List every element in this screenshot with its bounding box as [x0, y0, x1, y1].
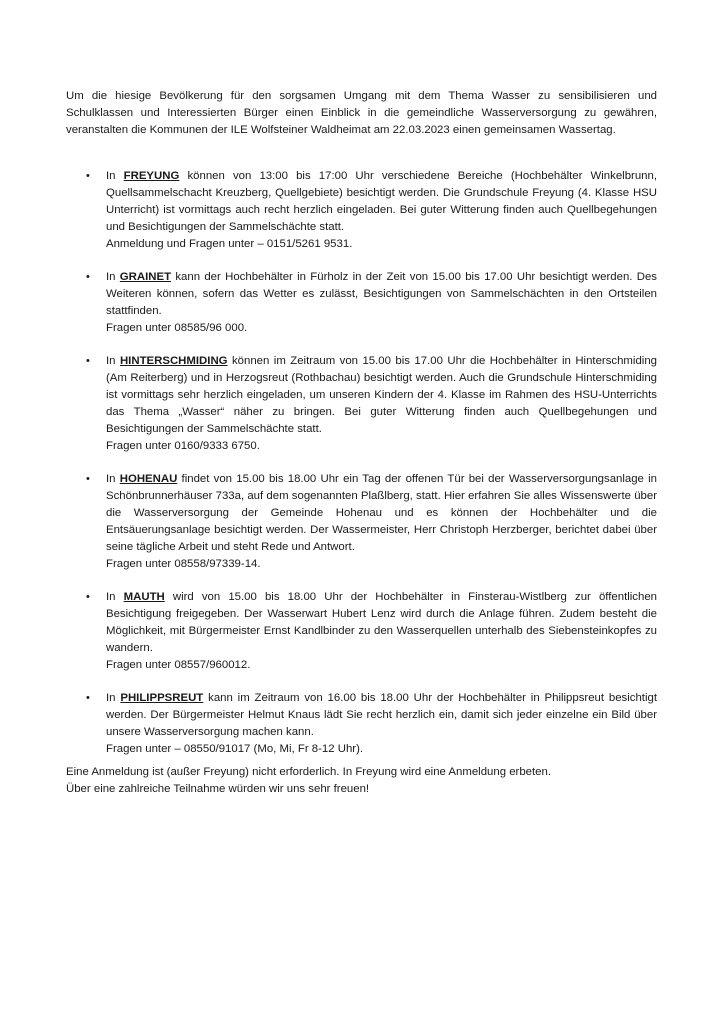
town-name: HINTERSCHMIDING: [119, 355, 228, 367]
event-list: [66, 168, 657, 774]
item-text: können von 13:00 bis 17:00 Uhr verschiedene Bereiche (Hochbehälter Winkelbrunn, Quellsammelschacht Kreuzberg, Quellgebiete) besichtigt werden. Die Grundschule Freyung (4. Klasse HSU Unterricht) ist vormittags auch recht herzlich eingeladen. Bei guter Witterung finden auch Quellbegehungen und Besichtigungen der Sammelschächte statt.: [106, 170, 657, 233]
list-item-grainet: [66, 269, 657, 337]
bullet-icon: •: [86, 473, 90, 485]
bullet-icon: •: [86, 170, 90, 182]
closing-paragraph: [66, 764, 657, 798]
list-item-mauth: [66, 589, 657, 674]
item-prefix: In: [106, 692, 121, 704]
item-text: wird von 15.00 bis 18.00 Uhr der Hochbehälter in Finsterau-Wistlberg zur öffentlichen Besichtigung freigegeben. Der Wasserwart Hubert Lenz wird durch die Anlage führen. Zudem besteht die Möglichkeit, mit Bürgermeister Ernst Kandlbinder zu den Wasserquellen unterhalb des Siebensteinkopfes zu wandern.: [106, 591, 657, 654]
item-prefix: In: [106, 271, 120, 283]
intro-paragraph: Um die hiesige Bevölkerung für den sorgsamen Umgang mit dem Thema Wasser zu sensibilisieren und Schulklassen und Interessierten Bürger einen Einblick in die gemeindliche Wasserversorgung zu gewähren, veranstalten die Kommunen der ILE Wolfsteiner Waldheimat am 22.03.2023 einen gemeinsamen Wassertag.: [66, 90, 657, 136]
item-text: kann im Zeitraum von 16.00 bis 18.00 Uhr der Hochbehälter in Philippsreut besichtigt werden. Der Bürgermeister Helmut Knaus lädt Sie recht herzlich ein, damit sich jeder einzelne ein Bild über unsere Wasserversorgung machen kann.: [106, 692, 657, 738]
list-item-philippsreut: [66, 690, 657, 758]
item-prefix: In: [106, 473, 120, 485]
item-prefix: In: [106, 591, 124, 603]
item-text: kann der Hochbehälter in Fürholz in der Zeit von 15.00 bis 17.00 Uhr besichtigt werden. Des Weiteren können, sofern das Wetter es zulässt, Besichtigungen von Sammelschächten in den Ortsteilen stattfinden.: [106, 271, 657, 317]
list-item-freyung: [66, 168, 657, 253]
closing-line-thanks: Über eine zahlreiche Teilnahme würden wir uns sehr freuen!: [66, 783, 370, 795]
town-name: HOHENAU: [119, 473, 178, 485]
item-contact: Fragen unter 08585/96 000.: [106, 322, 248, 334]
item-contact: Fragen unter 0160/9333 6750.: [106, 440, 260, 452]
item-contact: Fragen unter 08558/97339-14.: [106, 558, 261, 570]
item-contact: Fragen unter 08557/960012.: [106, 659, 251, 671]
list-item-hohenau: [66, 471, 657, 573]
town-name: PHILIPPSREUT: [120, 692, 204, 704]
bullet-icon: •: [86, 355, 90, 367]
item-prefix: In: [106, 355, 120, 367]
town-name: FREYUNG: [123, 170, 180, 182]
list-item-hinterschmiding: [66, 353, 657, 455]
closing-line-registration: Eine Anmeldung ist (außer Freyung) nicht erforderlich. In Freyung wird eine Anmeldung erbeten.: [66, 766, 551, 778]
bullet-icon: •: [86, 591, 90, 603]
item-text: können im Zeitraum von 15.00 bis 17.00 Uhr die Hochbehälter in Hinterschmiding (Am Reiterberg) und in Herzogsreut (Rothbachau) besichtigt werden. Auch die Grundschule Hinterschmiding ist vormittags sehr herzlich eingeladen, um unseren Kindern der 4. Klasse im Rahmen des HSU-Unterrichts das Thema „Wasser“ näher zu bringen. Bei guter Witterung finden auch Quellbegehungen und Besichtigungen der Sammelschächte statt.: [106, 355, 657, 435]
item-contact: Anmeldung und Fragen unter – 0151/5261 9531.: [106, 238, 353, 250]
town-name: MAUTH: [123, 591, 165, 603]
bullet-icon: •: [86, 692, 90, 704]
bullet-icon: •: [86, 271, 90, 283]
town-name: GRAINET: [119, 271, 172, 283]
item-text: findet von 15.00 bis 18.00 Uhr ein Tag der offenen Tür bei der Wasserversorgungsanlage in Schönbrunnerhäuser 733a, auf dem sogenannten Plaßlberg, statt. Hier erfahren Sie alles Wissenswerte über die Wasserversorgung der Gemeinde Hohenau und es können der Hochbehälter und die Entsäuerungsanlage besichtigt werden. Der Wassermeister, Herr Christoph Herzberger, berichtet dabei über seine tägliche Arbeit und steht Rede und Antwort.: [106, 473, 657, 553]
item-contact: Fragen unter – 08550/91017 (Mo, Mi, Fr 8-12 Uhr).: [106, 743, 364, 755]
item-prefix: In: [106, 170, 124, 182]
